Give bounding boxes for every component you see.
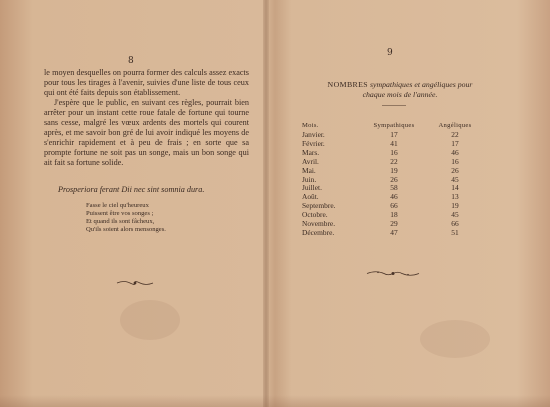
- sympathique-cell: 47: [390, 227, 398, 237]
- month-cell: Janvier.: [302, 130, 325, 139]
- small-rule: [382, 104, 406, 107]
- left-page-body: [44, 68, 249, 168]
- month-cell: Décembre.: [302, 227, 335, 237]
- ornament-divider-left: [116, 279, 154, 287]
- angelique-cell: 14: [451, 183, 459, 193]
- angelique-cell: 22: [451, 130, 459, 139]
- heading-line: [300, 80, 500, 90]
- paper-stain: [120, 300, 180, 340]
- month-cell: Mai.: [302, 165, 316, 175]
- sympathique-cell: 26: [390, 174, 398, 184]
- angelique-cell: 51: [451, 227, 459, 237]
- numbers-table: [302, 122, 484, 238]
- sympathique-cell: 17: [390, 130, 398, 139]
- heading-caps: NOMBRES: [327, 80, 369, 89]
- sympathique-cell: 18: [390, 210, 398, 220]
- sympathique-cell: 19: [390, 165, 398, 175]
- month-cell: Octobre.: [302, 210, 328, 220]
- sympathique-cell: 58: [390, 183, 398, 193]
- angelique-cell: 66: [451, 219, 459, 229]
- angelique-cell: 16: [451, 156, 459, 166]
- paragraph: le moyen desquelles on pourra former des calculs assez exacts pour tous les tirages à l'avenir, suivies d'une liste de tous ceux qui ont été faits depuis son établissement.: [44, 68, 249, 97]
- verse-line: Et quand ils sont fâcheux,: [86, 218, 155, 225]
- verse-line: Fasse le ciel qu'heureux: [86, 202, 149, 209]
- sympathique-cell: 29: [390, 219, 398, 229]
- paragraph: J'espère que le public, en suivant ces règles, pourrait bien arrêter pour un instant cette roue fatale de fortune qui tourne sans cesse, malgré les vœux ardents des mortels qui courent après, et me savoir bon gré de lui avoir indiqué les moyens de s'enrichir rapidement et à peu de frais ; en sorte que sa prompte fortune ne soit pas un songe, mais un bon songe qui ait fait sa fortune solide.: [44, 98, 249, 167]
- sympathique-cell: 16: [390, 147, 398, 157]
- month-cell: Février.: [302, 138, 325, 148]
- month-cell: Septembre.: [302, 201, 336, 211]
- table-row: [302, 229, 484, 238]
- month-cell: Mars.: [302, 147, 320, 157]
- angelique-cell: 46: [451, 147, 459, 157]
- sympathique-cell: 41: [390, 138, 398, 148]
- sympathique-cell: 46: [390, 192, 398, 202]
- column-header: Sympathiques: [373, 122, 415, 129]
- latin-motto: Prosperiora ferant Dii nec sint somnia dura.: [58, 185, 205, 194]
- page-edge: [0, 395, 550, 407]
- angelique-cell: 45: [451, 210, 459, 220]
- ornament-divider-right: [366, 269, 420, 278]
- verse-line: Puissent être vos songes ;: [86, 210, 154, 217]
- verse-line: Qu'ils soient alors mensonges.: [86, 226, 166, 233]
- paper-stain: [420, 320, 490, 358]
- book-gutter: [263, 0, 269, 407]
- verse-block: [86, 202, 166, 234]
- angelique-cell: 17: [451, 138, 459, 148]
- angelique-cell: 13: [451, 192, 459, 202]
- heading-rest: sympathiques et angéliques pour: [370, 80, 473, 89]
- sympathique-cell: 22: [390, 156, 398, 166]
- angelique-cell: 45: [451, 174, 459, 184]
- page-number-left: 8: [128, 56, 135, 66]
- heading-line: chaque mois de l'année.: [362, 89, 438, 99]
- column-header: Mois.: [302, 122, 319, 129]
- month-cell: Août.: [302, 192, 319, 202]
- month-cell: Juillet.: [302, 183, 322, 193]
- month-cell: Avril.: [302, 156, 319, 166]
- angelique-cell: 19: [451, 201, 459, 211]
- table-heading: [300, 80, 500, 99]
- month-cell: Juin.: [302, 174, 317, 184]
- angelique-cell: 26: [451, 165, 459, 175]
- month-cell: Novembre.: [302, 219, 336, 229]
- page-number-right: 9: [387, 48, 394, 58]
- column-header: Angéliques: [438, 122, 472, 129]
- sympathique-cell: 66: [390, 201, 398, 211]
